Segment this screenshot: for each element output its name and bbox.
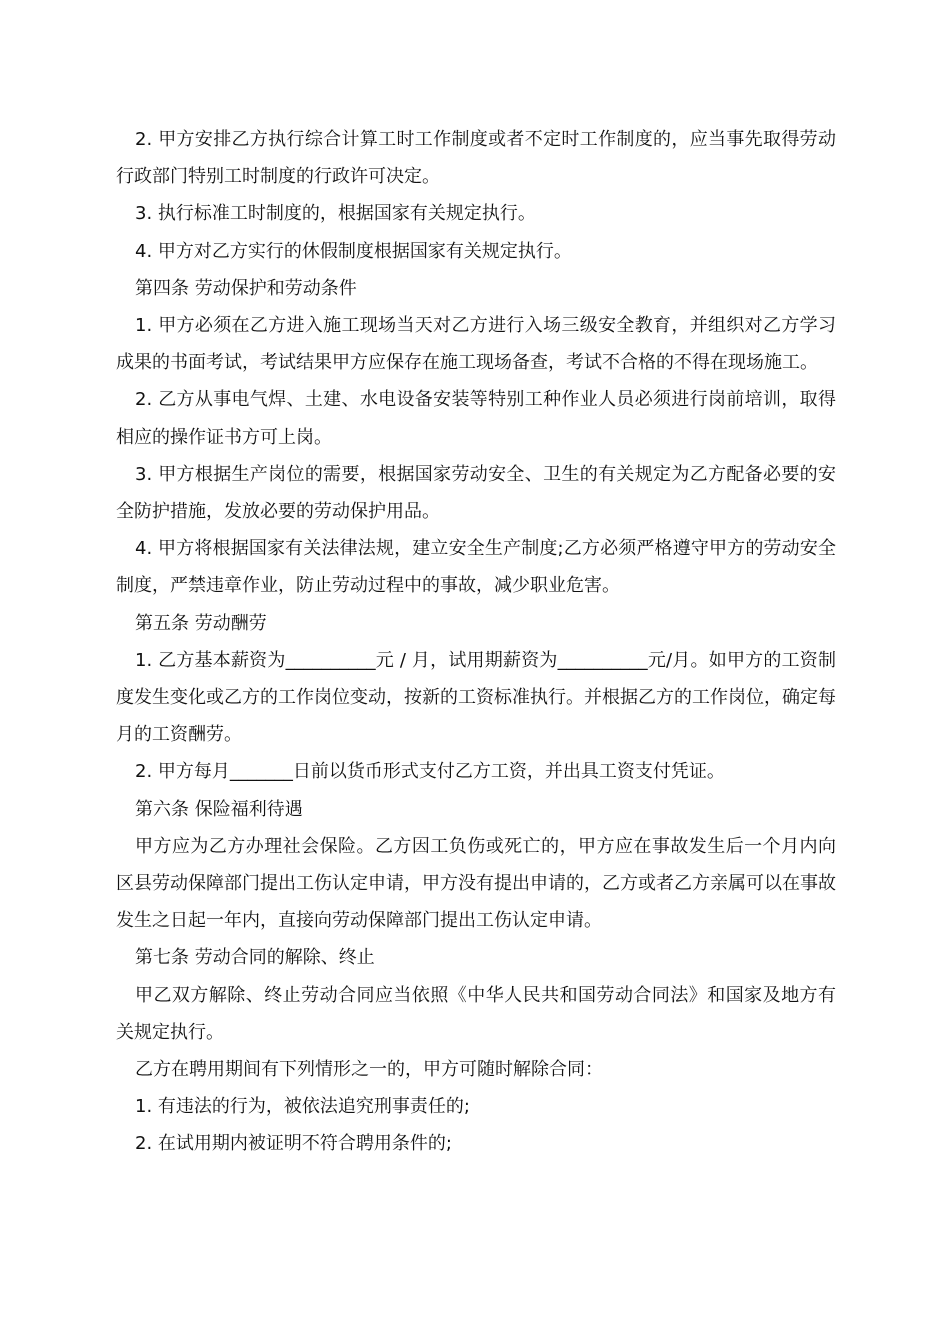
- article-7-item-1: 1. 有违法的行为，被依法追究刑事责任的;: [135, 1096, 470, 1118]
- article-5-clause-2: 2. 甲方每月_______日前以货币形式支付乙方工资，并出具工资支付凭证。: [135, 761, 725, 783]
- article-4-clause-3: 3. 甲方根据生产岗位的需要，根据国家劳动安全、卫生的有关规定为乙方配备必要的安全防护措施，发放必要的劳动保护用品。: [116, 463, 836, 523]
- article-7-item-2: 2. 在试用期内被证明不符合聘用条件的;: [135, 1133, 452, 1155]
- document-body: [116, 121, 836, 1163]
- article-5-heading: 第五条 劳动酬劳: [135, 612, 267, 634]
- clause-2-working-hours-approval: 2. 甲方安排乙方执行综合计算工时工作制度或者不定时工作制度的，应当事先取得劳动行政部门特别工时制度的行政许可决定。: [116, 129, 836, 188]
- article-4-clause-2: 2. 乙方从事电气焊、土建、水电设备安装等特别工种作业人员必须进行岗前培训，取得相应的操作证书方可上岗。: [116, 389, 836, 448]
- article-7-body: 甲乙双方解除、终止劳动合同应当依照《中华人民共和国劳动合同法》和国家及地方有关规定执行。: [116, 984, 836, 1043]
- article-6-heading: 第六条 保险福利待遇: [135, 798, 303, 820]
- article-4-heading: 第四条 劳动保护和劳动条件: [135, 277, 357, 299]
- clause-4-leave-system: 4. 甲方对乙方实行的休假制度根据国家有关规定执行。: [135, 240, 572, 262]
- article-6-body: 甲方应为乙方办理社会保险。乙方因工负伤或死亡的，甲方应在事故发生后一个月内向区县劳动保障部门提出工伤认定申请，甲方没有提出申请的，乙方或者乙方亲属可以在事故发生之日起一年内，直接向劳动保障部门提出工伤认定申请。: [116, 835, 836, 932]
- article-4-clause-4: 4. 甲方将根据国家有关法律法规，建立安全生产制度;乙方必须严格遵守甲方的劳动安全制度，严禁违章作业，防止劳动过程中的事故，减少职业危害。: [116, 538, 836, 597]
- article-7-termination-intro: 乙方在聘用期间有下列情形之一的，甲方可随时解除合同：: [135, 1059, 603, 1081]
- article-5-clause-1: 1. 乙方基本薪资为__________元 / 月，试用期薪资为__________元/月。如甲方的工资制度发生变化或乙方的工作岗位变动，按新的工资标准执行。并根据乙方的工作岗位，确定每月的工资酬劳。: [116, 649, 836, 746]
- article-4-clause-1: 1. 甲方必须在乙方进入施工现场当天对乙方进行入场三级安全教育，并组织对乙方学习成果的书面考试，考试结果甲方应保存在施工现场备查，考试不合格的不得在现场施工。: [116, 315, 836, 374]
- clause-3-standard-hours: 3. 执行标准工时制度的，根据国家有关规定执行。: [135, 203, 536, 225]
- article-7-heading: 第七条 劳动合同的解除、终止: [135, 947, 375, 969]
